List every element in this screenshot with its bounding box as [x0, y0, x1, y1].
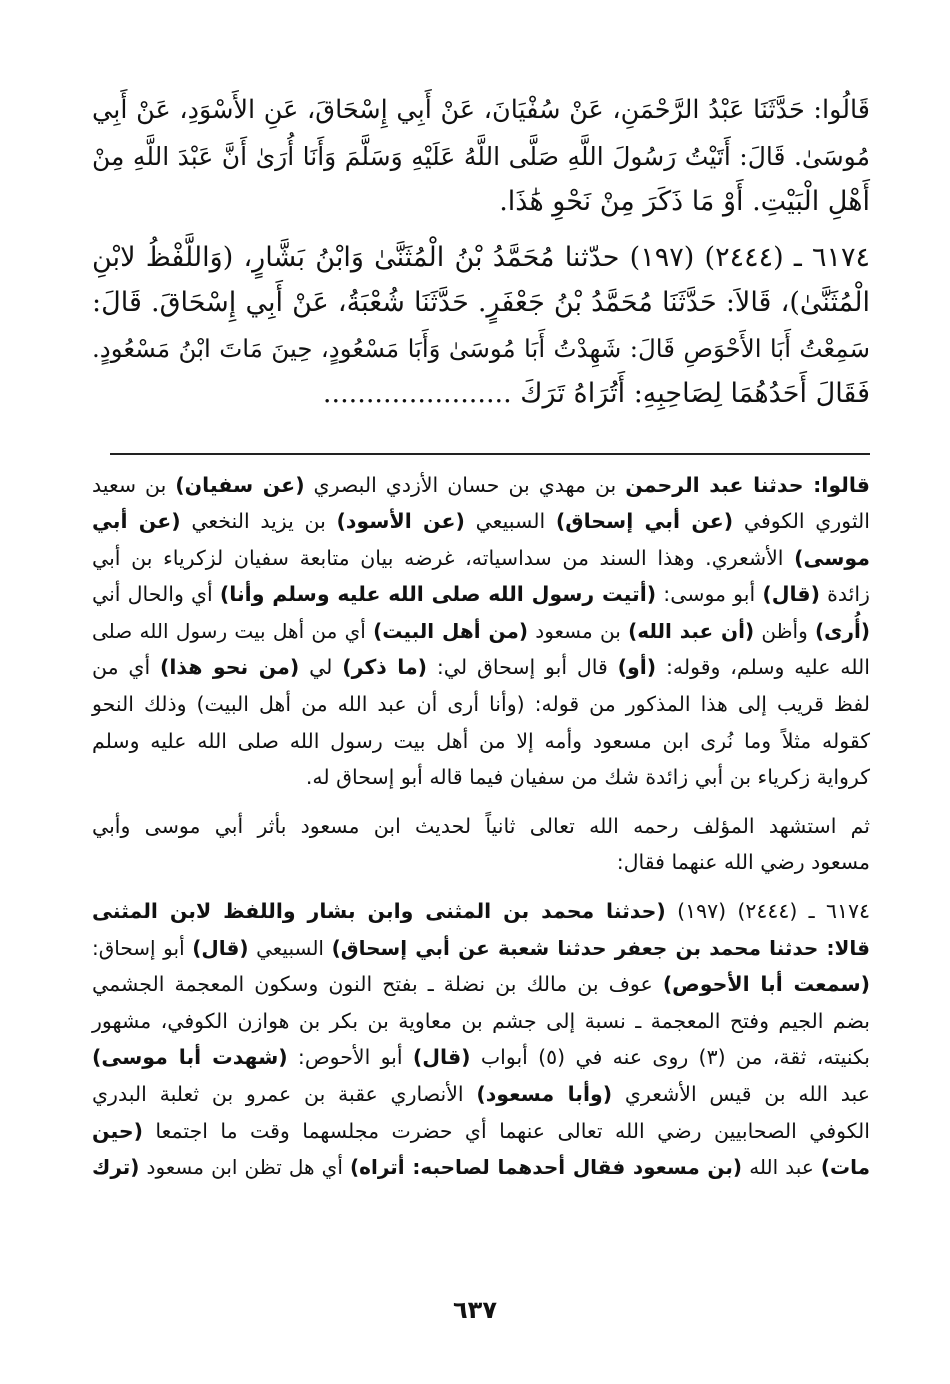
plain-text: عبد الله — [749, 1155, 814, 1180]
bold-text: (أو) — [617, 655, 657, 680]
bold-text: (عن أبي إسحاق) — [555, 509, 734, 534]
page-number: ٦٣٧ — [453, 1296, 497, 1324]
plain-text: وأظن — [761, 618, 808, 643]
hadith-text — [92, 88, 870, 417]
plain-text: عبد الله بن قيس الأشعري — [624, 1082, 870, 1106]
bold-text: (شهدت أبا موسى) — [92, 1045, 288, 1070]
commentary-line — [92, 613, 870, 650]
hadith-paragraph — [92, 88, 870, 225]
hadith-line: ٦١٧٤ ـ (٢٤٤٤) (١٩٧) حدّثنا مُحَمَّدُ بْنُ الْمُثَنَّىٰ وَابْنُ بَشَّارٍ، (وَاللَّفْظُ لابْنِ — [92, 241, 871, 273]
bold-text: (ترك — [92, 1155, 140, 1180]
plain-text: أبو موسى: — [663, 582, 756, 607]
commentary-line — [92, 930, 870, 967]
bold-text: (أُرى) — [815, 618, 871, 643]
plain-text: بن سعيد — [92, 472, 167, 497]
commentary-line — [92, 966, 870, 1003]
plain-text: الثوري الكوفي — [743, 509, 870, 534]
commentary-line: ثم استشهد المؤلف رحمه الله تعالى ثانياً لحديث ابن مسعود بأثر أبي موسى وأبي — [92, 813, 870, 838]
bold-text: (سمعت أبا الأحوص) — [662, 972, 870, 997]
plain-text: قال أبو إسحاق لي: — [436, 655, 608, 680]
plain-text: بن مسعود — [535, 618, 621, 643]
bold-text: (حين — [92, 1118, 143, 1143]
plain-text: عوف بن مالك بن نضلة ـ بفتح النون وسكون المعجمة الجشمي — [92, 972, 653, 997]
commentary-paragraph — [92, 808, 870, 881]
hadith-line: أَهْلِ الْبَيْتِ. أَوْ مَا ذَكَرَ مِنْ نَحْوِ هَٰذَا. — [499, 186, 870, 217]
plain-text: أي من — [92, 655, 151, 680]
bold-text: قالا: حدثنا محمد بن جعفر حدثنا شعبة عن أبي إسحاق) — [331, 935, 871, 960]
commentary-line — [92, 576, 870, 613]
plain-text: أبو إسحاق: — [92, 935, 185, 960]
bold-text: (عن الأسود) — [336, 509, 465, 534]
bold-text: (من أهل البيت) — [373, 618, 529, 643]
commentary-line — [92, 1149, 870, 1186]
hadith-number: ٦١٧٤ ـ (٢٤٤٤) (١٩٧) — [677, 899, 870, 924]
plain-text: أي والحال أني — [92, 582, 213, 607]
plain-text: أي من أهل بيت رسول الله صلى — [92, 618, 366, 643]
commentary-line — [92, 893, 870, 930]
bold-text: (وأبا مسعود) — [476, 1082, 613, 1106]
bold-text: (حدثنا محمد بن المثنى وابن بشار واللفظ لابن المثنى — [92, 899, 666, 924]
bold-text: (أتيت رسول الله صلى الله عليه وسلم وأنا) — [219, 582, 657, 607]
commentary-line — [92, 1076, 870, 1113]
bold-text: (بن مسعود فقال أحدهما لصاحبه: أتراه) — [350, 1155, 743, 1180]
plain-text: الأشعري. وهذا السند من سداسياته، غرضه بيان متابعة سفيان لزكرياء بن أبي — [92, 545, 784, 570]
commentary-text — [92, 467, 870, 1186]
bold-text: قالوا: حدثنا عبد الرحمن — [625, 472, 870, 497]
commentary-line: كرواية زكرياء بن أبي زائدة شك من سفيان فيما قاله أبو إسحاق له. — [305, 765, 870, 790]
plain-text: زائدة — [827, 582, 870, 607]
bold-text: موسى) — [794, 545, 870, 570]
plain-text: الأنصاري عقبة بن عمرو بن ثعلبة البدري — [92, 1082, 464, 1106]
bold-text: (عن سفيان) — [175, 472, 305, 497]
footnote-divider — [110, 453, 870, 455]
plain-text: لي — [309, 655, 333, 680]
bold-text: (قال) — [192, 935, 249, 960]
hadith-line: مُوسَىٰ. قَالَ: أَتَيْتُ رَسُولَ اللَّهِ صَلَّى اللَّهُ عَلَيْهِ وَسَلَّمَ وَأَنَا أُرَىٰ أَنَّ عَبْدَ اللَّهِ مِنْ — [92, 141, 870, 171]
plain-text: بن مهدي بن حسان الأزدي البصري — [313, 472, 617, 497]
commentary-line: مسعود رضي الله عنهما فقال: — [616, 850, 870, 875]
bold-text: (قال) — [762, 582, 820, 607]
plain-text: أي هل تظن ابن مسعود — [146, 1155, 343, 1180]
commentary-line — [92, 540, 870, 577]
commentary-line — [92, 1113, 870, 1150]
plain-text: بن يزيد النخعي — [191, 509, 326, 534]
plain-text: أبو الأحوص: — [297, 1045, 403, 1070]
plain-text: السبيعي — [475, 509, 546, 534]
hadith-line: قَالُوا: حَدَّثَنَا عَبْدُ الرَّحْمَنِ، عَنْ سُفْيَانَ، عَنْ أَبِي إِسْحَاقَ، عَنِ الأَسْوَدِ، عَنْ أَبِي — [92, 95, 870, 125]
hadith-line: فَقَالَ أَحَدُهُمَا لِصَاحِبِهِ: أَتُرَاهُ تَرَكَ ...................... — [322, 378, 870, 409]
commentary-line — [92, 503, 870, 540]
bold-text: (أن عبد الله) — [628, 618, 755, 643]
hadith-line: الْمُثَنَّىٰ)، قَالاَ: حَدَّثَنَا مُحَمَّدُ بْنُ جَعْفَرٍ. حَدَّثَنَا شُعْبَةُ، عَنْ أَبِي إِسْحَاقَ. قَالَ: — [92, 287, 870, 318]
hadith-line: سَمِعْتُ أَبَا الأَحْوَصِ قَالَ: شَهِدْتُ أَبَا مُوسَىٰ وَأَبَا مَسْعُودٍ، حِينَ مَاتَ ابْنُ مَسْعُودٍ. — [92, 333, 870, 363]
bold-text: (من نحو هذا) — [160, 655, 300, 680]
commentary-line: لفظ قريب إلى هذا المذكور من قوله: (وأنا أرى أن عبد الله من أهل البيت) وذلك النحو — [92, 692, 870, 717]
bold-text: (قال) — [412, 1045, 471, 1070]
bold-text: مات) — [820, 1155, 871, 1180]
commentary-line: كقوله مثلاً وما نُرى ابن مسعود وأمه إلا من أهل بيت رسول الله صلى الله عليه وسلم — [92, 728, 870, 753]
plain-text: السبيعي — [256, 935, 324, 960]
commentary-paragraph — [92, 893, 870, 1186]
plain-text: الله عليه وسلم، وقوله: — [666, 655, 870, 680]
commentary-line — [92, 467, 870, 504]
commentary-line — [92, 1039, 870, 1076]
bold-text: (ما ذكر) — [342, 655, 428, 680]
hadith-paragraph — [92, 235, 870, 417]
plain-text: بكنيته، ثقة، من (٣) روى عنه في (٥) أبواب — [480, 1045, 870, 1070]
commentary-line: بضم الجيم وفتح المعجمة ـ نسبة إلى جشم بن معاوية بن بكر بن هوازن الكوفي، مشهور — [92, 1008, 870, 1033]
commentary-line — [92, 649, 870, 686]
plain-text: الكوفي الصحابيين رضي الله تعالى عنهما أي حضرت مجلسهما وقت ما اجتمعا — [155, 1118, 870, 1143]
bold-text: (عن أبي — [92, 509, 181, 534]
